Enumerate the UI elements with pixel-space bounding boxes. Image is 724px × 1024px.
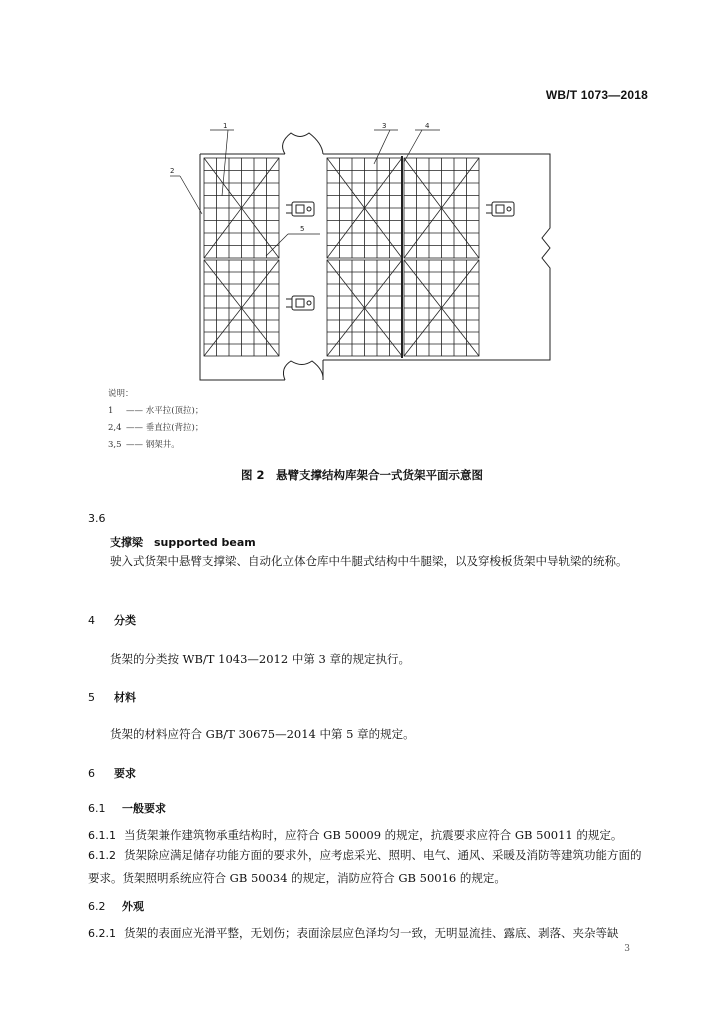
callout-label: 5: [300, 225, 305, 233]
callout-label: 1: [223, 122, 228, 130]
paragraph: 6.2.1 货架的表面应光滑平整，无划伤；表面涂层应色泽均匀一致，无明显流挂、露底、剥落、夹杂等缺: [88, 926, 619, 940]
warehouse-outline: [200, 133, 550, 380]
standard-number: WB/T 1073—2018: [545, 88, 648, 102]
legend-row: 3,5 —— 钢架井。: [108, 440, 180, 450]
paragraph: 货架的材料应符合 GB/T 30675—2014 中第 5 章的规定。: [110, 727, 415, 741]
legend-row: 1 —— 水平拉(顶拉)；: [108, 406, 204, 416]
legend-title: 说明：: [108, 389, 134, 399]
section-number: 3.6: [88, 512, 106, 525]
section-heading: 4 分类: [88, 614, 136, 627]
rack-blocks: [204, 156, 479, 358]
callout-label: 2: [170, 167, 175, 175]
paragraph: 6.1.2 货架除应满足储存功能方面的要求外，应考虑采光、照明、电气、通风、采暖及消防等建筑功能方面的要求。货架照明系统应符合 GB 50034 的规定，消防应符合 GB 50016 的规定。: [88, 848, 642, 885]
term-definition: 驶入式货架中悬臂支撑梁、自动化立体仓库中牛腿式结构中牛腿梁，以及穿梭板货架中导轨梁的统称。: [110, 554, 628, 568]
forklift-icon: [486, 202, 514, 216]
rack-plan-diagram: [150, 118, 570, 386]
term-heading: 支撑梁 supported beam: [110, 536, 256, 549]
section-heading: 6 要求: [88, 767, 136, 780]
figure-caption: 图 2 悬臂支撑结构库架合一式货架平面示意图: [240, 468, 483, 482]
legend-row: 2,4 —— 垂直拉(背拉)；: [108, 423, 204, 433]
callout-label: 4: [425, 122, 430, 130]
forklift-icon: [286, 202, 314, 216]
section-heading: 5 材料: [88, 691, 136, 704]
page-number: 3: [624, 944, 630, 954]
callout-label: 3: [382, 122, 387, 130]
subsection-heading: 6.1 一般要求: [88, 802, 166, 815]
forklift-icon: [286, 296, 314, 310]
paragraph: 6.1.1 当货架兼作建筑物承重结构时，应符合 GB 50009 的规定，抗震要求应符合 GB 50011 的规定。: [88, 828, 623, 842]
subsection-heading: 6.2 外观: [88, 900, 144, 913]
figure-legend: [108, 386, 203, 454]
paragraph: 货架的分类按 WB/T 1043—2012 中第 3 章的规定执行。: [110, 652, 410, 666]
callout-leaders: [170, 130, 440, 256]
